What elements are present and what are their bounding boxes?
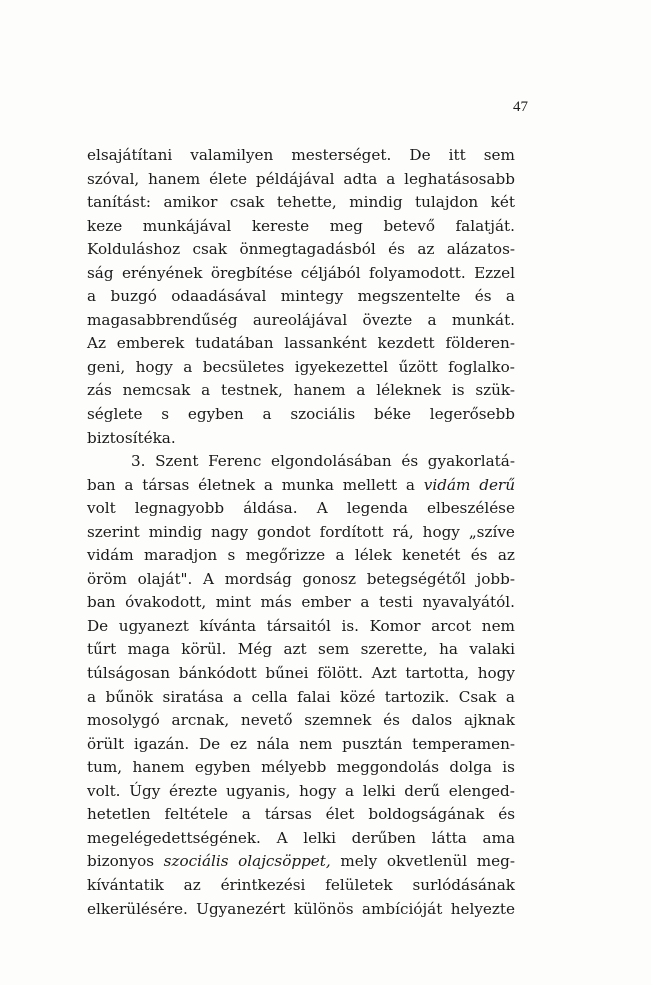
word: legerősebb [429,405,515,424]
word: tanítást: [87,193,151,212]
word: övezte [362,310,413,329]
word: legnagyobb [134,499,225,518]
word: a [356,381,366,400]
word: aureolájával [252,310,348,329]
word: ugyanis, [226,781,291,800]
word: ez [229,734,247,753]
word: ajknak [463,711,515,730]
word: a [241,805,251,824]
word: foglalko- [448,357,515,376]
word: a [183,357,193,376]
word: kezdett [377,334,435,353]
text-line [87,803,515,827]
word: példájával [255,169,335,188]
word: léleknek [376,381,442,400]
text-line [87,474,515,498]
word: a [345,781,355,800]
word: falai [297,687,331,706]
word: mely [340,852,378,871]
word: kívántatik [87,875,164,894]
word: elbeszélése [427,499,515,518]
word: szociális [163,852,229,871]
word: a [201,381,211,400]
word: érezte [169,781,218,800]
word: hetetlen [87,805,151,824]
word: a [232,687,243,706]
word: séglete [87,405,143,424]
word: testi [379,593,413,612]
word: életnek [198,475,256,494]
text-line [87,450,515,474]
word: tum, [87,758,123,777]
word: és [388,240,405,259]
word: nagy [210,522,249,541]
word: gonosz [302,569,357,588]
word: érintkezési [220,875,306,894]
word: csak [192,240,228,259]
word: szük- [475,381,515,400]
word: túlságosan [87,664,171,683]
word: lelki [362,781,396,800]
word: a [87,287,97,306]
word: Csak [458,687,497,706]
word: tartozik. [384,687,450,706]
page-number: 47 [513,99,528,115]
word: más [260,593,292,612]
word: mellett [342,475,398,494]
word: mint [215,593,251,612]
word: öröm [87,569,127,588]
word: itt [448,146,466,164]
word: örült [87,734,125,753]
word: a [262,405,272,424]
text-line [87,709,515,733]
word: és [474,287,492,306]
word: meg- [476,852,515,871]
word: az [417,240,435,259]
word: áldása. [243,499,298,518]
word: tulajdon [415,193,479,212]
word: a [386,169,396,188]
word: s [227,546,236,565]
word: a [263,475,273,494]
word: a [87,687,97,706]
word: a [505,687,515,706]
word: Ferenc [208,452,262,471]
word: igazán. [133,734,190,753]
word: szerette, [360,640,428,659]
text-line [87,662,515,686]
word: feltétele [164,805,228,824]
text-line [87,615,515,639]
text-line [87,332,515,356]
text-line [87,497,515,521]
word: szerint [87,522,140,541]
word: testnek, [221,381,283,400]
word: Azt [371,664,397,683]
word: cella [251,687,288,706]
word: óvakodott, [125,593,207,612]
word: derű [479,475,515,494]
word: mesterséget. [291,146,392,164]
word: is [451,381,465,400]
word: 3. [131,452,146,471]
word: valaki [469,640,515,659]
text-line [87,215,515,239]
word: két [490,193,515,212]
word: meg [329,216,363,235]
word: olajcsöppet, [238,852,331,871]
word: „szíve [468,522,515,541]
word: Ugyanezért [196,899,286,918]
word: ambícióját [361,899,443,918]
text-line [87,874,515,898]
word: bűnei [265,664,309,683]
word: élet [325,805,355,824]
word: öregbítése [210,263,293,282]
word: hogy [422,522,460,541]
word: mosolygó [87,711,160,730]
word: kereste [251,216,310,235]
text-line [87,850,515,874]
word: hanem [132,758,185,777]
word: mordság [224,569,292,588]
word: bánkódott [178,664,257,683]
word: boldogságának [368,805,485,824]
text-line [87,427,515,451]
word: leghatásosabb [404,169,515,188]
word: a [427,310,437,329]
word: Még [237,640,273,659]
word: elsajátítani [87,146,173,164]
word: elenged- [448,781,515,800]
word: helyezte [450,899,515,918]
word: gondot [257,522,311,541]
word: hogy [477,664,515,683]
word: Úgy [129,781,161,800]
word: Komor [369,616,421,635]
word: bizonyos [87,852,155,871]
word: kenetét [402,546,461,565]
word: szemnek [304,711,372,730]
word: nevető [240,711,293,730]
word: szóval, [87,169,140,188]
word: A [276,828,288,847]
word: sem [318,640,350,659]
word: surlódásának [412,875,515,894]
word: s [161,405,170,424]
word: A [316,499,328,518]
word: és [498,805,515,824]
text-line [87,544,515,568]
word: elkerülésére. [87,899,188,918]
word: ság [87,263,114,282]
word: a [505,287,515,306]
text-line [87,403,515,427]
word: mindig [349,193,403,212]
word: hanem [293,381,346,400]
word: derű [404,781,441,800]
word: dolga [449,758,492,777]
word: volt [87,499,116,518]
word: nála [256,734,290,753]
word: falatját. [455,216,515,235]
text-line [87,309,515,333]
text-line [87,521,515,545]
word: társaitól [266,616,331,635]
word: odaadásával [171,287,267,306]
word: egyben [187,405,244,424]
word: okvetlenül [386,852,468,871]
word: ama [482,828,515,847]
word: is. [341,616,359,635]
text-line [87,356,515,380]
word: béke [374,405,411,424]
text-line [87,591,515,615]
word: hogy [135,357,173,376]
word: De [409,146,431,164]
word: A [203,569,215,588]
word: földeren- [445,334,515,353]
word: folyamodott. [369,263,466,282]
word: fordított [319,522,384,541]
word: derűben [351,828,416,847]
word: erényének [121,263,203,282]
text-line [87,379,515,403]
word: ban [87,475,116,494]
word: sem [483,146,515,164]
word: nyavalyától. [422,593,515,612]
word: tudatában [195,334,274,353]
word: céljából [300,263,361,282]
word: becsületes [202,357,285,376]
word: mintegy [280,287,344,306]
word: és [383,711,400,730]
word: megelégedettségének. [87,828,261,847]
word: az [183,875,201,894]
word: ember [301,593,351,612]
word: nem [299,734,333,753]
word: olaját". [137,569,193,588]
word: munkájával [142,216,232,235]
text-line [87,827,515,851]
word: zás [87,381,112,400]
word: lélek [354,546,392,565]
word: társas [264,805,312,824]
word: arcnak, [171,711,230,730]
word: egyben [194,758,251,777]
word: lassanként [284,334,367,353]
word: közé [340,687,376,706]
word: De [87,616,109,635]
text-line [87,898,515,922]
word: tehette, [276,193,337,212]
word: biztosítéka. [87,428,176,447]
word: buzgó [110,287,157,306]
word: pusztán [342,734,403,753]
word: megőrizze [245,546,326,565]
word: munka [281,475,334,494]
word: betegségétől [366,569,466,588]
word: rá, [392,522,414,541]
word: mélyebb [261,758,327,777]
word: csak [229,193,265,212]
word: volt. [87,781,121,800]
word: fölött. [317,664,363,683]
word: emberek [116,334,185,353]
word: ha [439,640,458,659]
word: a [405,475,415,494]
text-line [87,686,515,710]
word: vidám [87,546,134,565]
word: igyekezettel [294,357,389,376]
word: temperamen- [412,734,515,753]
word: siratása [162,687,224,706]
text-line [87,262,515,286]
word: Kolduláshoz [87,240,181,259]
word: tartotta, [405,664,470,683]
word: a [124,475,134,494]
word: geni, [87,357,126,376]
word: legenda [346,499,408,518]
word: azt [283,640,307,659]
text-line [87,733,515,757]
word: arcot [431,616,472,635]
word: élete [209,169,247,188]
word: az [497,546,515,565]
word: nemcsak [122,381,191,400]
word: magasabbrendűség [87,310,238,329]
word: betevő [383,216,435,235]
word: és [401,452,419,471]
body-text [87,144,515,921]
word: lelki [303,828,336,847]
word: munkát. [451,310,515,329]
word: felületek [325,875,393,894]
word: Ezzel [474,263,515,282]
word: meggondolás [336,758,440,777]
word: vidám [423,475,471,494]
word: Szent [155,452,199,471]
text-line [87,144,515,168]
word: a [335,546,345,565]
word: ugyanezt [118,616,189,635]
word: kívánta [199,616,257,635]
word: megszentelte [357,287,461,306]
word: keze [87,216,123,235]
word: jobb- [476,569,515,588]
word: hogy [299,781,337,800]
word: bűnök [105,687,154,706]
word: nem [481,616,515,635]
word: gyakorlatá- [427,452,515,471]
word: is [502,758,515,777]
word: maga [127,640,170,659]
word: De [199,734,221,753]
text-line [87,191,515,215]
text-line [87,568,515,592]
text-line [87,285,515,309]
word: alázatos- [446,240,515,259]
text-line [87,780,515,804]
word: elgondolásában [270,452,392,471]
text-line [87,168,515,192]
word: adta [343,169,378,188]
word: önmegtagadásból [239,240,376,259]
text-line [87,238,515,262]
word: ban [87,593,116,612]
word: körül. [181,640,227,659]
word: amikor [163,193,218,212]
word: mindig [148,522,203,541]
word: valamilyen [190,146,274,164]
word: társas [142,475,190,494]
text-line [87,638,515,662]
word: különös [293,899,354,918]
word: tűrt [87,640,117,659]
word: a [360,593,370,612]
word: maradjon [144,546,218,565]
word: látta [431,828,467,847]
word: dalos [411,711,453,730]
word: és [470,546,488,565]
text-line [87,756,515,780]
word: szociális [290,405,356,424]
word: Az [87,334,106,353]
word: hanem [148,169,201,188]
word: űzött [398,357,438,376]
